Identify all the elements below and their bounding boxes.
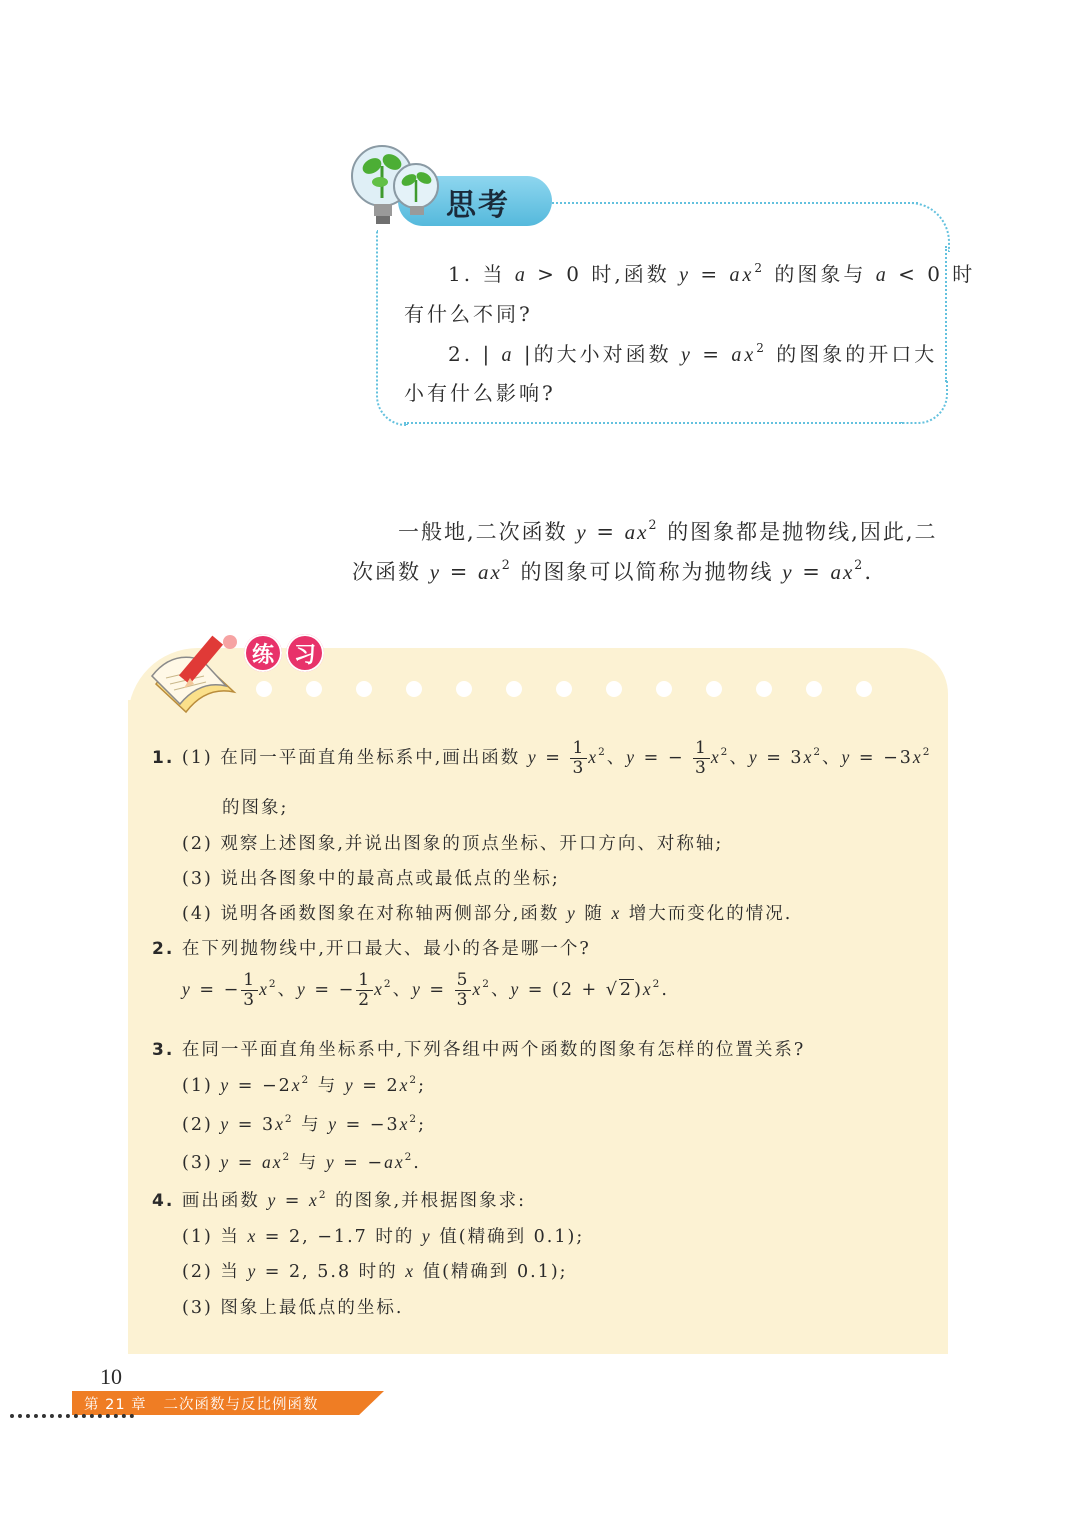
body-paragraph-line2: 次函数 $y = ax^2$ 的图象可以简称为抛物线 $y = ax^2$. [352, 557, 873, 584]
practice-q4-2: (2) 当 y = 2, 5.8 时的 x 值(精确到 0.1); [182, 1261, 568, 1282]
practice-q3-1: (1) $y = -2x^2$ 与 $y = 2x^2$; [182, 1073, 426, 1096]
decor-dot [806, 681, 822, 697]
q3-number: 3. [152, 1040, 175, 1060]
q3-yu: 与 [298, 1153, 319, 1173]
q4-text: 画出函数 [181, 1191, 260, 1211]
practice-title-char-2: 习 [286, 634, 324, 672]
practice-q1-part4: (4) 说明各函数图象在对称轴两侧部分,函数 y 随 x 增大而变化的情况. [182, 903, 793, 924]
practice-q1-part3: (3) 说出各图象中的最高点或最低点的坐标; [182, 869, 560, 889]
q4-2-text: (2) 当 [182, 1262, 240, 1282]
fraction: $\frac{1}{2}$ [358, 970, 372, 1010]
practice-title-char-1: 练 [244, 634, 282, 672]
footer-dotted-line [10, 1414, 134, 1418]
q4-1-text: 时的 [375, 1227, 415, 1247]
think-q2-part: 2. [448, 342, 474, 366]
q4-2-text: 时的 [358, 1262, 398, 1282]
practice-q4: 4. 画出函数 $y = x^2$ 的图象,并根据图象求: [152, 1188, 527, 1211]
q1-4-text: 增大而变化的情况. [628, 904, 793, 924]
think-question-2-line2: 小有什么影响? [404, 381, 556, 405]
think-question-1: 1. 当 a > 0 时,函数 $y = ax^2$ 的图象与 a < 0 时 [448, 260, 976, 286]
q4-text: 的图象,并根据图象求: [335, 1191, 527, 1211]
q3-sub-label: (1) [182, 1076, 213, 1096]
think-q1-part: 的图象与 [774, 262, 867, 286]
q3-sub-label: (2) [182, 1115, 213, 1135]
think-question-1-line2: 有什么不同? [404, 302, 533, 326]
fraction: $\frac{1}{3}$ [572, 738, 586, 778]
practice-q3-3: (3) $y = ax^2$ 与 $y = -ax^2$. [182, 1150, 421, 1173]
think-q1-part: 时,函数 [591, 262, 670, 286]
think-title: 思考 [446, 188, 510, 223]
q4-1-text: 值(精确到 0.1); [439, 1227, 585, 1247]
decor-dot [706, 681, 722, 697]
fraction: $\frac{5}{3}$ [456, 970, 470, 1010]
decor-dot [656, 681, 672, 697]
q1-text: (1) 在同一平面直角坐标系中,画出函数 [181, 748, 521, 768]
decor-dot [406, 681, 422, 697]
q4-2-text: 值(精确到 0.1); [422, 1262, 568, 1282]
decor-dot [856, 681, 872, 697]
practice-q4-1: (1) 当 x = 2, −1.7 时的 y 值(精确到 0.1); [182, 1226, 585, 1247]
think-q1-part: 时 [952, 262, 976, 286]
chapter-title: 第 21 章 二次函数与反比例函数 [84, 1397, 319, 1413]
fraction: $\frac{1}{3}$ [243, 970, 257, 1010]
practice-q2 [152, 935, 591, 960]
q4-1-text: (1) 当 [182, 1227, 240, 1247]
think-box-border-corner [900, 202, 950, 252]
page-number: 10 [100, 1364, 122, 1389]
practice-q1-part1-line2: 的图象; [222, 798, 289, 818]
think-box-border-bottom [404, 422, 904, 424]
practice-q4-3: (3) 图象上最低点的坐标. [182, 1298, 404, 1318]
practice-q2-formulas: y = − $\frac{1}{3}$ $x^2$、y = − $\frac{1}{2}$ $x^2$、y = $\frac{5}{3}$ $x^2$、$y = (2 + √2)x^2$. [182, 970, 669, 1010]
pencil-paper-icon [146, 626, 256, 722]
decor-dot [456, 681, 472, 697]
q1-number: 1. [152, 748, 175, 768]
body-text-part: 一般地,二次函数 [398, 520, 568, 544]
think-box-border-top [548, 202, 918, 204]
body-text-part: 次函数 [352, 560, 421, 584]
q3-sub-label: (3) [182, 1153, 213, 1173]
think-question-2: 2. | a |的大小对函数 $y = ax^2$ 的图象的开口大 [448, 340, 938, 366]
practice-q1-part2: (2) 观察上述图象,并说出图象的顶点坐标、开口方向、对称轴; [182, 834, 724, 854]
decor-dot [356, 681, 372, 697]
body-text-part: 的图象可以简称为抛物线 [520, 560, 774, 584]
decor-dot [506, 681, 522, 697]
practice-q3-2: (2) $y = 3x^2$ 与 $y = -3x^2$; [182, 1112, 426, 1135]
decor-dot [606, 681, 622, 697]
practice-q3 [152, 1036, 805, 1061]
body-paragraph-line1: 一般地,二次函数 $y = ax^2$ 的图象都是抛物线,因此,二 [398, 517, 938, 544]
q2-text: 在下列抛物线中,开口最大、最小的各是哪一个? [181, 939, 591, 959]
decor-dot [756, 681, 772, 697]
q2-number: 2. [152, 939, 175, 959]
q3-yu: 与 [317, 1076, 338, 1096]
think-q2-part: 的大小对函数 [533, 342, 672, 366]
body-text-part: 的图象都是抛物线,因此,二 [667, 520, 938, 544]
decor-dot [256, 681, 272, 697]
think-box-border-br [900, 380, 948, 424]
decor-dot [556, 681, 572, 697]
decor-dot [306, 681, 322, 697]
q1-4-text: (4) 说明各函数图象在对称轴两侧部分,函数 [182, 904, 560, 924]
think-q2-part: 的图象的开口大 [776, 342, 938, 366]
lightbulb-plant-icon [346, 136, 446, 236]
practice-q1-part1: 1. (1) 在同一平面直角坐标系中,画出函数 y = $\frac{1}{3}$ $x^2$、y = − $\frac{1}{3}$ $x^2$、$y = 3x^2$、$y = -3x^2$ [152, 738, 932, 778]
q4-number: 4. [152, 1191, 175, 1211]
fraction: $\frac{1}{3}$ [695, 738, 708, 778]
think-q1-part: 1. 当 [448, 262, 506, 286]
q3-yu: 与 [301, 1115, 321, 1135]
q3-text: 在同一平面直角坐标系中,下列各组中两个函数的图象有怎样的位置关系? [181, 1040, 806, 1060]
q1-4-text: 随 [584, 904, 604, 924]
